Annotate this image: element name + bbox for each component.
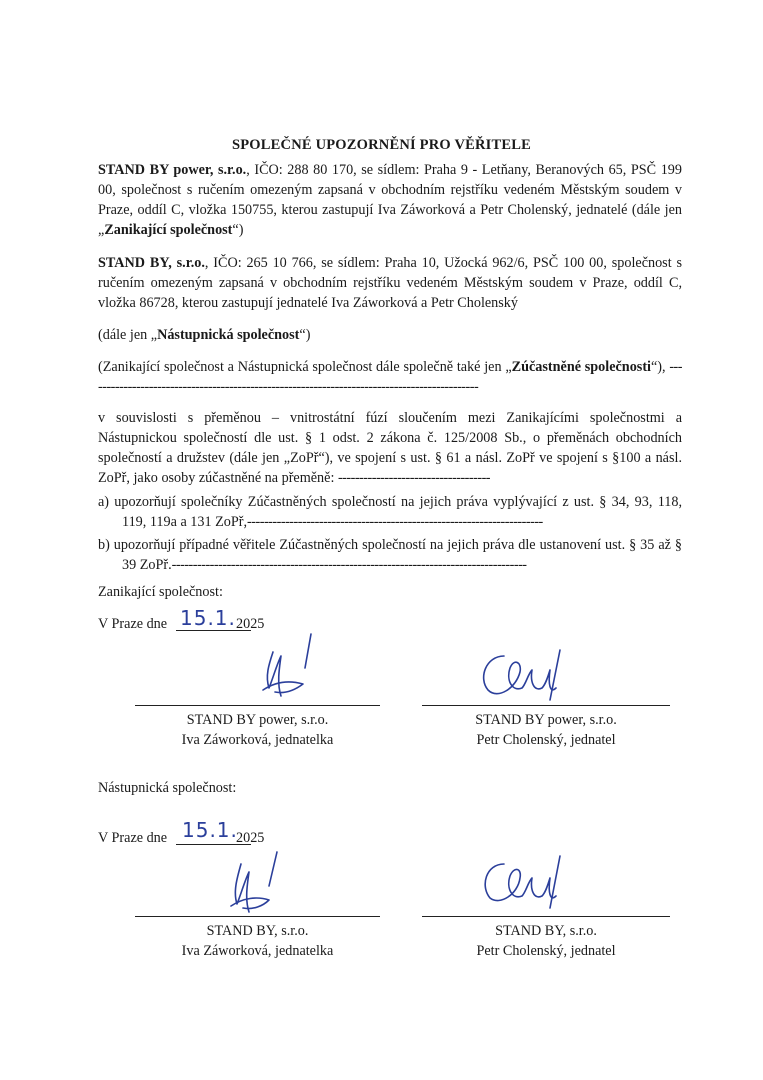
signatory-right-1-person: Petr Cholenský, jednatel [476,732,616,748]
context-dashes: ------------------------------------ [337,470,491,486]
section-2-date-year: 2025 [236,830,265,846]
signature-line-left-2 [135,916,380,917]
party-2-role-suffix: “) [299,327,311,343]
list-item-b-dashes: ------------------------------------------------------------------------------------ [171,557,527,573]
section-2-heading: Nástupnická společnost: [98,780,237,796]
party-1-text: , IČO: 288 80 170, se sídlem: Praha 9 - Letňany, Beranových 65, PSČ 199 00, společnost s ručením omezeným zapsaná v obchodním rejstříku vedeném Městským soudem v Praze, oddíl C, vložka 150755, kterou zastupují Iva Záworková a Petr Cholenský, jednatelé (dále jen „ [98,162,682,238]
document-title: SPOLEČNÉ UPOZORNĚNÍ PRO VĚŘITELE [231,137,531,153]
party-2-role: Nástupnická společnost [157,327,300,343]
context-text: v souvislosti s přeměnou – vnitrostátní fúzí sloučením mezi Zanikajícími společnostmi a Nástupnickou společností dle ust. § 1 odst. 2 zákona č. 125/2008 Sb., o přeměnách obchodních společností a družstev (dále jen „ZoPř“), ve spojení s ust. § 61 a násl. ZoPř ve spojení s §100 a násl. ZoPř, jako osoby zúčastněné na přeměně: [98,410,682,486]
party-1-name: STAND BY power, s.r.o. [98,162,247,178]
signatory-left-1-company: STAND BY power, s.r.o. [186,712,329,728]
party-2-role-line [98,325,310,345]
party-1-end: “) [232,222,244,238]
signature-cholensky-1-icon [476,648,566,708]
signatory-left-2 [135,921,380,961]
party-1-role: Zanikající společnost [104,222,233,238]
signature-zaworkova-2-icon [225,850,295,930]
list-item-b-text: b) upozorňují případné věřitele Zúčastněných společností na jejich práva dle ustanovení ust. § 35 až § 39 ZoPř. [98,537,682,573]
section-1-date-prefix: V Praze dne [98,616,168,632]
signatory-right-2-company: STAND BY, s.r.o. [495,923,597,939]
list-item-a-text: a) upozorňují společníky Zúčastněných společností na jejich práva vyplývající z ust. § 34, 93, 118, 119, 119a a 131 ZoPř, [98,494,682,530]
section-1-date-handwritten: 15.1. [180,606,236,630]
signature-zaworkova-1-icon [255,630,325,710]
joint-text: (Zanikající společnost a Nástupnická společnost dále společně také jen „ [98,359,512,375]
section-2-date-handwritten: 15.1. [182,818,238,842]
signatory-right-2 [422,921,670,961]
joint-role: Zúčastněné společnosti [511,359,651,375]
signature-line-right-2 [422,916,670,917]
signatory-right-1 [422,710,670,750]
signature-line-left-1 [135,705,380,706]
party-2-paragraph [98,253,682,313]
list-item-a-dashes: ---------------------------------------------------------------------- [247,514,543,530]
signatory-right-1-company: STAND BY power, s.r.o. [475,712,617,728]
section-2-date-prefix: V Praze dne [98,830,168,846]
section-1-date-year: 2025 [236,616,265,632]
party-2-name: STAND BY, s.r.o. [98,255,205,271]
party-2-role-prefix: (dále jen „ [98,327,158,343]
context-paragraph [98,408,682,488]
signature-line-right-1 [422,705,670,706]
list-item-a [98,492,682,532]
section-1-heading: Zanikající společnost: [98,584,223,600]
signatory-right-2-person: Petr Cholenský, jednatel [476,943,616,959]
party-1-paragraph [98,160,682,240]
list-item-b [98,535,682,575]
signature-cholensky-2-icon [478,854,568,914]
signatory-left-2-company: STAND BY, s.r.o. [206,923,309,939]
signatory-left-1 [135,710,380,750]
signatory-left-1-person: Iva Záworková, jednatelka [181,732,334,748]
joint-end: “), [650,359,670,375]
party-2-text: , IČO: 265 10 766, se sídlem: Praha 10, Užocká 962/6, PSČ 100 00, společnost s ručením omezeným zapsaná v obchodním rejstříku vedeném Městským soudem v Praze, oddíl C, vložka 86728, kterou zastupují jednatelé Iva Záworková a Petr Cholenský [98,255,682,311]
signatory-left-2-person: Iva Záworková, jednatelka [181,943,334,959]
joint-paragraph [98,357,682,397]
joint-dashes: --------------------------------------------------------------------------------------------- [98,359,682,395]
